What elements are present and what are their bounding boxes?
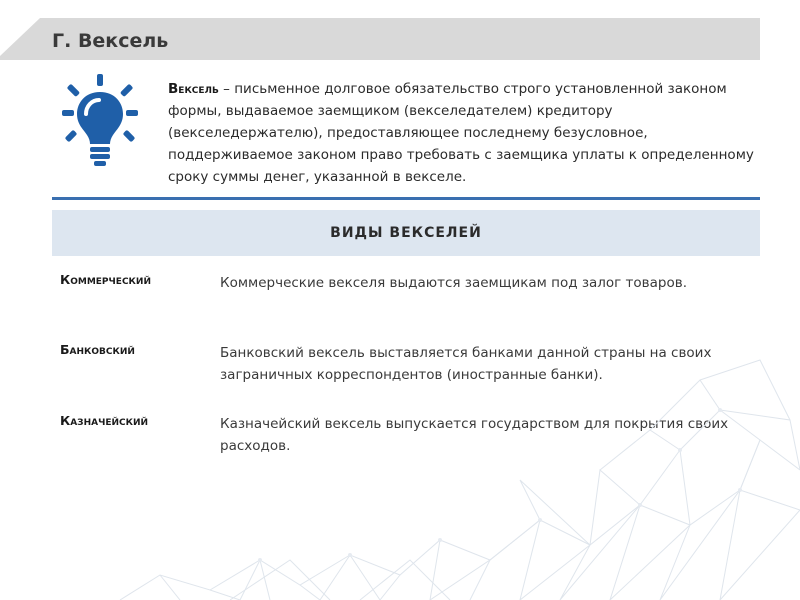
section-divider	[52, 197, 760, 200]
type-name: Банковский	[60, 342, 135, 357]
slide-title: Г. Вексель	[52, 30, 169, 52]
type-description: Банковский вексель выставляется банками данной страны на своих заграничных корреспондентов (иностранные банки).	[220, 345, 712, 383]
definition-term: Вексель	[168, 81, 219, 97]
lightbulb-icon	[60, 72, 140, 172]
definition-text	[168, 78, 768, 188]
types-table-header: ВИДЫ ВЕКСЕЛЕЙ	[52, 210, 760, 256]
type-description: Казначейский вексель выпускается государством для покрытия своих расходов.	[220, 416, 729, 454]
definition-body: – письменное долговое обязательство строго установленной законом формы, выдаваемое заемщиком (векселедателем) кредитору (векселедержателю), предоставляющее последнему безусловное, поддерживаемое законом право требовать с заемщика уплаты к определенному сроку суммы денег, указанной в векселе.	[168, 81, 754, 185]
type-name: Казначейский	[60, 413, 149, 428]
type-description: Коммерческие векселя выдаются заемщикам под залог товаров.	[220, 275, 687, 291]
type-name: Коммерческий	[60, 272, 151, 287]
